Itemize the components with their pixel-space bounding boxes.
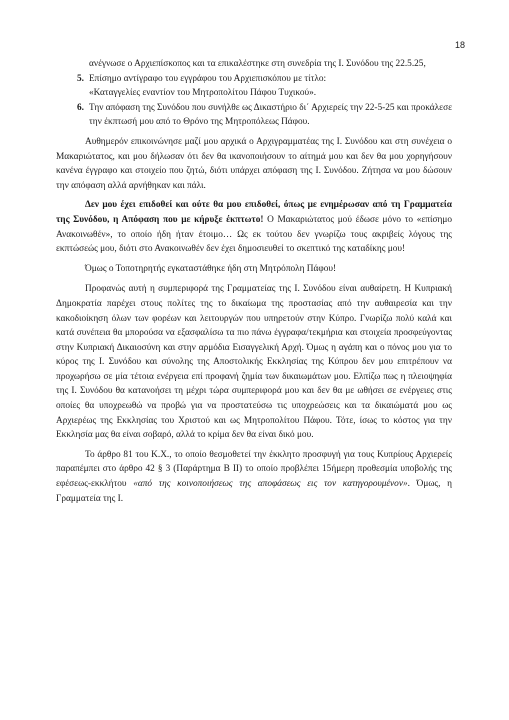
paragraph: [56, 198, 452, 256]
paragraph-text: . Όμως, η Γραμματεία της Ι.: [56, 479, 452, 504]
list-item-quote: «Καταγγελίες εναντίον του Μητροπολίτου Πάφου Τυχικού».: [89, 88, 317, 99]
list-number: 6.: [77, 102, 84, 113]
paragraph: [56, 448, 452, 506]
list-item-6: [56, 101, 452, 130]
paragraph: Προφανώς αυτή η συμπεριφορά της Γραμματείας της Ι. Συνόδου είναι αυθαίρετη. Η Κυπριακή Δημοκρατία παρέχει στους πολίτες της το δικαίωμα της προστασίας από την αυθαιρεσία και την κακοδιοίκηση όλων των φορέων και λειτουργών που υπηρετούν στην Κύπρο. Γνωρίζω πολύ καλά και κατά συνέπεια θα μπορούσα να εξασφαλίσω τα πιο πάνω έγγραφα/τεκμήρια και στοιχεία προσφεύγοντας στην Κυπριακή Δικαιοσύνη και στην αρμόδια Εισαγγελική Αρχή. Όμως η αγάπη και ο πόνος μου για το κύρος της Ι. Συνόδου και σύνολης της Αποστολικής Εκκλησίας της Κύπρου δεν μου επιτρέπουν να προχωρήσω σε μία τέτοια ενέργεια επί προφανή ζημία των δικαιωμάτων μου. Ελπίζω πως η πλειοψηφία της Ι. Συνόδου θα κατανοήσει τη μέχρι τώρα συμπεριφορά μου και δεν θα με ωθήσει σε ενέργειες στις οποίες θα υποχρεωθώ να προβώ για να προστατεύσω τις υποχρεώσεις και τα δικαιώματά μου ως Αρχιερέως της Εκκλησίας του Χριστού και ως Μητροπολίτου Πάφου. Τότε, ίσως το κόστος για την Εκκλησία μας θα είναι σοβαρό, αλλά το κρίμα δεν θα είναι δικό μου.: [56, 284, 452, 441]
page-content: [56, 57, 452, 506]
paragraph: Όμως ο Τοποτηρητής εγκαταστάθηκε ήδη στη Μητρόπολη Πάφου!: [85, 263, 337, 274]
paragraph-text: Το άρθρο 81 του Κ.Χ., το οποίο θεσμοθετεί την έκκλητο προσφυγή για τους Κυπρίους Αρχιερείς παραπέμπει στο άρθρο 42 § 3 (Παράρτημα Β ΙΙ) το οποίο προβλέπει 15ήμερη προθεσμία υποβολής της εφέσεως-εκκλήτου: [56, 449, 452, 490]
list-item-text: Την απόφαση της Συνόδου που συνήλθε ως Δικαστήριο δι΄ Αρχιερείς την 22-5-25 και προκάλεσε την έκπτωσή μου από το Θρόνο της Μητροπόλεως Πάφου.: [89, 102, 452, 128]
page-number: 18: [454, 40, 465, 50]
list-item-text: Επίσημο αντίγραφο του εγγράφου του Αρχιεπισκόπου με τίτλο:: [89, 73, 327, 84]
paragraph: Αυθημερόν επικοινώνησε μαζί μου αρχικά ο Αρχιγραμματέας της Ι. Συνόδου και στη συνέχεια ο Μακαριώτατος, και μου δήλωσαν ότι δεν θα ικανοποιήσουν το αίτημά μου και δεν θα μου χορηγήσουν κανένα έγγραφο και στοιχείο που ζητώ, διότι υπάρχει απόφαση της Ι. Συνόδου. Ζήτησα να μου δώσουν την απόφαση αλλά αρνήθηκαν και πάλι.: [56, 136, 452, 191]
list-continuation: ανέγνωσε ο Αρχιεπίσκοπος και τα επικαλέστηκε στη συνεδρία της Ι. Συνόδου της 22.5.25,: [89, 59, 426, 69]
italic-quote: «από της κοινοποιήσεως της αποφάσεως εις τον κατηγορουμένον»: [133, 479, 408, 490]
list-item-5: [56, 72, 452, 101]
bold-statement: Δεν μου έχει επιδοθεί και ούτε θα μου επιδοθεί, όπως με ενημέρωσαν από τη Γραμματεία της Συνόδου, η Απόφαση που με κήρυξε έκπτωτο!: [56, 200, 452, 225]
paragraph-text: Ο Μακαριώτατος μού έδωσε μόνο το «επίσημο Ανακοινωθέν», το οποίο ήδη ήταν έτοιμο… Ως εκ τούτου δεν γνωρίζω τους ακριβείς λόγους της εκπτώσεώς μου, διότι στο Ανακοινωθέν δεν έχει δημοσιευθεί το σκεπτικό της καταδίκης μου!: [56, 214, 452, 255]
list-number: 5.: [77, 73, 84, 84]
